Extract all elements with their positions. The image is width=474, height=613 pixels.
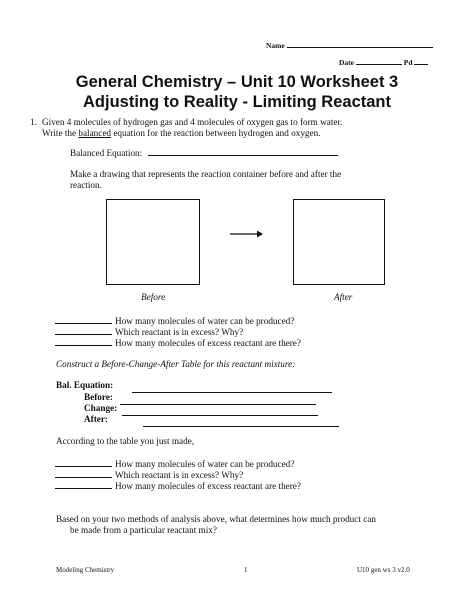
name-field [266,40,433,50]
page-title: General Chemistry – Unit 10 Worksheet 3 [75,73,399,91]
answer-blank[interactable] [55,315,112,324]
answer-blank[interactable] [55,458,112,467]
answer-blank[interactable] [55,469,112,478]
question1-line2-post: equation for the reaction between hydrogen and oxygen. [111,128,321,138]
question-text: Which reactant is in excess? Why? [115,470,244,480]
bca-instruction: Construct a Before-Change-After Table for this reactant mixture: [56,359,296,369]
answer-blank[interactable] [55,337,112,346]
answer-blank[interactable] [55,480,112,489]
question-number: 1. [30,117,37,127]
name-blank[interactable] [287,40,433,48]
after-drawing-box[interactable] [293,199,385,285]
final-question-line2: be made from a particular reactant mix? [70,525,217,535]
question-b-3 [55,480,301,492]
drawing-instruction-line1: Make a drawing that represents the reaction container before and after the [70,169,342,179]
name-label: Name [266,41,285,50]
bca-after-blank[interactable] [143,414,339,432]
bca-before-label: Before: [84,392,113,402]
after-label: After [334,292,353,302]
bca-after-label: After: [84,414,108,424]
before-label: Before [141,292,166,302]
date-blank[interactable] [356,57,402,65]
pd-blank[interactable] [414,57,428,65]
page-subtitle: Adjusting to Reality - Limiting Reactant [82,93,391,111]
balanced-equation-blank[interactable] [148,148,338,156]
question-text: How many molecules of excess reactant are there? [115,481,301,491]
bca-bal-equation-label: Bal. Equation: [56,380,114,390]
question1-line2 [42,128,320,139]
question1-line2-pre: Write the [42,128,79,138]
footer-page-number: 1 [244,566,248,574]
balanced-equation-label: Balanced Equation: [70,148,143,158]
footer-left: Modeling Chemistry [56,566,115,574]
footer-right: U10 gen ws 3 v2.0 [357,566,410,574]
pd-label: Pd [403,58,413,67]
question-a-3 [55,337,301,349]
question-text: How many molecules of water can be produced? [115,316,295,326]
question-text: How many molecules of water can be produced? [115,459,295,469]
answer-blank[interactable] [55,326,112,335]
drawing-instruction-line2: reaction. [70,180,102,190]
according-text: According to the table you just made, [56,436,195,446]
final-question-line1: Based on your two methods of analysis above, what determines how much product can [56,514,376,524]
balanced-word: balanced [78,128,112,138]
balanced-equation-row [70,148,338,159]
question1-line1: Given 4 molecules of hydrogen gas and 4 molecules of oxygen gas to form water. [42,117,343,127]
question-text: How many molecules of excess reactant are there? [115,338,301,348]
reaction-arrow-icon [228,228,264,240]
question-text: Which reactant is in excess? Why? [115,327,244,337]
before-drawing-box[interactable] [106,199,200,285]
date-field [339,57,428,67]
date-label: Date [339,58,354,67]
bca-change-label: Change: [84,403,118,413]
